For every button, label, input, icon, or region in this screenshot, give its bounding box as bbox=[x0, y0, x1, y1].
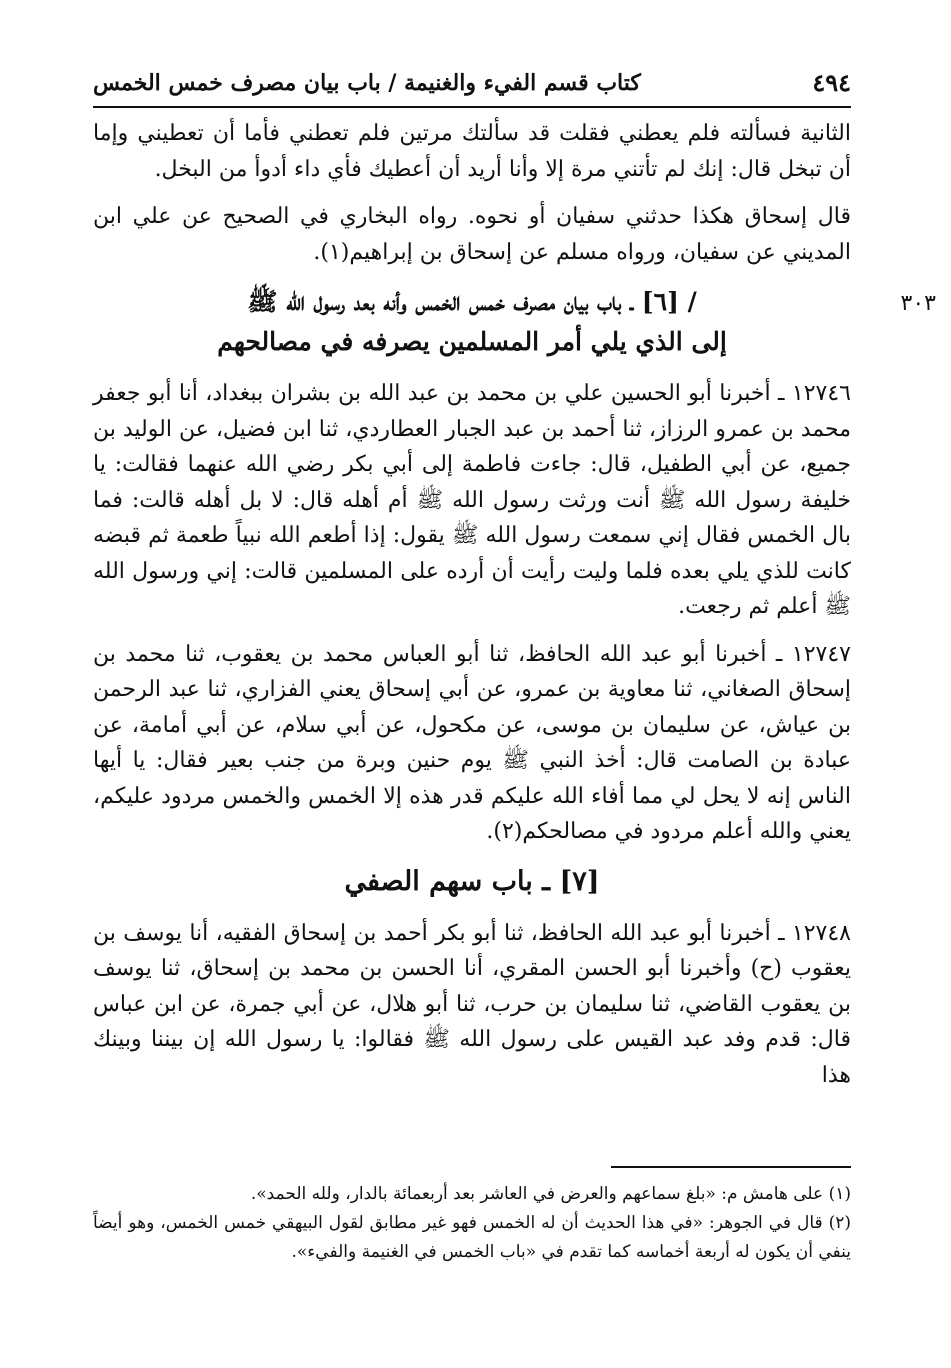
footnote-1: (١) على هامش م: «بلغ سماعهم والعرض في العاشر بعد أربعمائة بالدار، ولله الحمد». bbox=[250, 1184, 851, 1204]
paragraph-takhrij: قال إسحاق هكذا حدثني سفيان أو نحوه. رواه البخاري في الصحيح عن علي ابن المديني عن سفيان، ورواه مسلم عن إسحاق بن إبراهيم(١). bbox=[93, 204, 851, 265]
page-header bbox=[93, 66, 851, 108]
running-title: كتاب قسم الفيء والغنيمة / باب بيان مصرف خمس الخمس bbox=[93, 70, 641, 96]
footnotes bbox=[93, 1166, 851, 1267]
chapter-heading-7: [٧] ـ باب سهم الصفي bbox=[344, 865, 600, 897]
chapter-heading-6 bbox=[93, 282, 936, 362]
page-body bbox=[93, 116, 936, 1105]
page-number: ٤٩٤ bbox=[812, 68, 851, 97]
chapter-heading-6-line-2: إلى الذي يلي أمر المسلمين يصرفه في مصالحهم bbox=[217, 327, 727, 356]
footnote-divider bbox=[611, 1166, 851, 1168]
footnote-2: (٢) قال في الجوهر: «في هذا الحديث أن له الخمس فهو غير مطابق لقول البيهقي خمس الخمس، وهو أيضاً ينفي أن يكون له أربعة أخماسه كما تقدم في «باب الخمس في الغنيمة والفيء». bbox=[93, 1213, 851, 1262]
margin-number: ٣٠٣ bbox=[900, 291, 936, 316]
hadith-12748: ١٢٧٤٨ ـ أخبرنا أبو عبد الله الحافظ، ثنا أبو بكر أحمد بن إسحاق الفقيه، أنا يوسف بن يعقوب (ح) وأخبرنا أبو الحسن المقري، أنا الحسن بن محمد بن إسحاق، ثنا يوسف بن يعقوب القاضي، ثنا سليمان بن حرب، ثنا أبو هلال، عن أبي جمرة، عن ابن عباس قال: قدم وفد عبد القيس على رسول الله ﷺ فقالوا: يا رسول الله إن بيننا وبينك هذا bbox=[93, 920, 851, 1088]
chapter-heading-6-line-1: / [٦] ـ باب بيان مصرف خمس الخمس وأنه بعد رسول الله ﷺ bbox=[247, 287, 697, 316]
hadith-12747: ١٢٧٤٧ ـ أخبرنا أبو عبد الله الحافظ، ثنا أبو العباس محمد بن يعقوب، ثنا محمد بن إسحاق الصغاني، ثنا معاوية بن عمرو، عن أبي إسحاق يعني الفزاري، ثنا عبد الرحمن بن عياش، عن سليمان بن موسى، عن مكحول، عن أبي سلام، عن أبي أمامة، عن عبادة بن الصامت قال: أخذ النبي ﷺ يوم حنين وبرة من جنب بعير فقال: يا أيها الناس إنه لا يحل لي مما أفاء الله عليكم قدر هذه إلا الخمس والخمس مردود عليكم، يعني والله أعلم مردود في مصالحكم(٢). bbox=[93, 641, 851, 844]
hadith-12746: ١٢٧٤٦ ـ أخبرنا أبو الحسين علي بن محمد بن عبد الله بن بشران ببغداد، أنا أبو جعفر محمد بن عمرو الرزاز، ثنا أحمد بن عبد الجبار العطاردي، ثنا ابن فضيل، عن الوليد بن جميع، عن أبي الطفيل، قال: جاءت فاطمة إلى أبي بكر رضي الله عنهما فقالت: يا خليفة رسول الله ﷺ أنت ورثت رسول الله ﷺ أم أهله قال: لا بل أهله قالت: فما بال الخمس فقال إني سمعت رسول الله ﷺ يقول: إذا أطعم الله نبياً طعمة ثم قبضه كانت للذي يلي بعده فلما وليت رأيت أن أرده على المسلمين قالت: إني ورسول الله ﷺ أعلم ثم رجعت. bbox=[93, 381, 851, 619]
paragraph-continuation: الثانية فسألته فلم يعطني فقلت قد سألتك مرتين فلم تعطني فأما أن تعطيني وإما أن تبخل قال: إنك لم تأتني مرة إلا وأنا أريد أن أعطيك فأي داء أدوأ من البخل. bbox=[93, 121, 851, 182]
